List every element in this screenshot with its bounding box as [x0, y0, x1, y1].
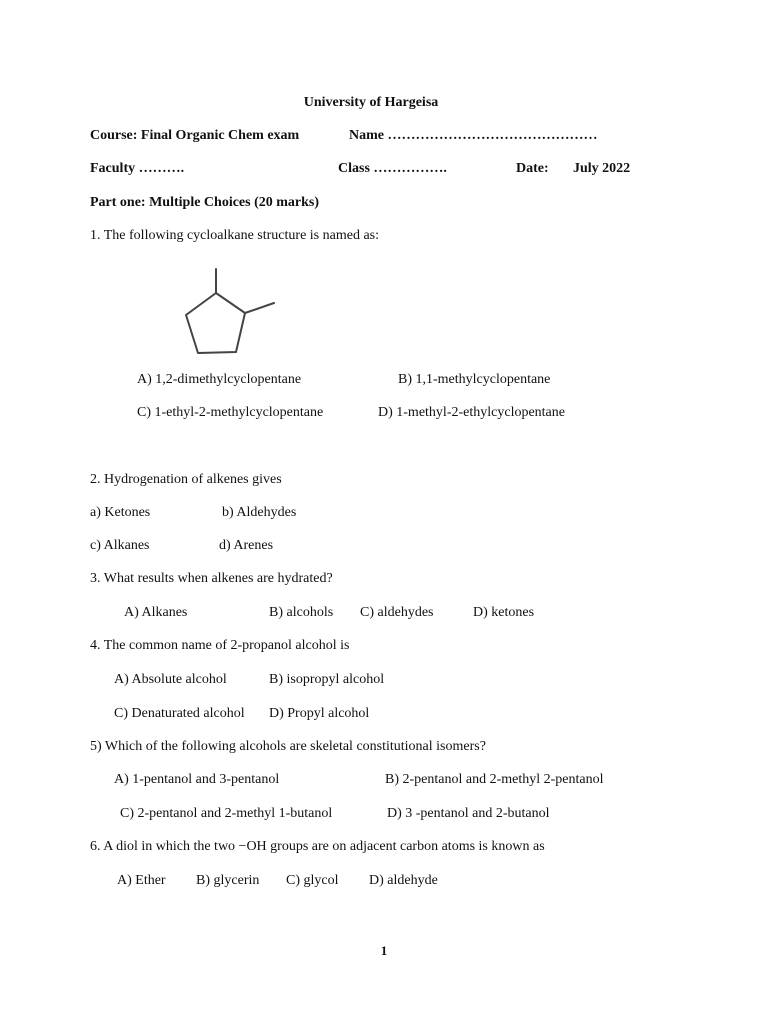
university-title: University of Hargeisa [303, 95, 439, 110]
date-label: Date: [516, 161, 549, 176]
question-4-option-a: A) Absolute alcohol [114, 672, 227, 687]
question-6-option-a: A) Ether [117, 873, 166, 888]
question-3-text: 3. What results when alkenes are hydrated? [90, 571, 333, 586]
question-1-option-c: C) 1-ethyl-2-methylcyclopentane [137, 405, 324, 420]
question-4-text: 4. The common name of 2-propanol alcohol is [90, 638, 350, 653]
question-2-option-c: c) Alkanes [90, 538, 150, 553]
student-name-field: Name ……………………………………… [349, 128, 598, 143]
question-3-option-d: D) ketones [473, 605, 535, 620]
question-1-option-b: B) 1,1-methylcyclopentane [398, 372, 551, 387]
question-3-option-b: B) alcohols [269, 605, 334, 620]
methyl-substituent-2 [245, 303, 274, 313]
question-5-option-b: B) 2-pentanol and 2-methyl 2-pentanol [385, 772, 604, 787]
course-label: Course: Final Organic Chem exam [90, 128, 300, 143]
question-4-option-b: B) isopropyl alcohol [269, 672, 385, 687]
question-3-option-c: C) aldehydes [360, 605, 434, 620]
question-2-text: 2. Hydrogenation of alkenes gives [90, 472, 282, 487]
question-6-option-c: C) glycol [286, 873, 339, 888]
question-6-text: 6. A diol in which the two −OH groups are on adjacent carbon atoms is known as [90, 839, 545, 854]
question-2-option-d: d) Arenes [219, 538, 274, 553]
methylcyclopentane-structure [178, 265, 282, 359]
question-4-option-d: D) Propyl alcohol [269, 706, 370, 721]
question-6-option-d: D) aldehyde [369, 873, 438, 888]
question-2-option-a: a) Ketones [90, 505, 151, 520]
date-value: July 2022 [573, 161, 631, 176]
question-1-text: 1. The following cycloalkane structure is named as: [90, 228, 379, 243]
question-5-option-c: C) 2-pentanol and 2-methyl 1-butanol [120, 806, 333, 821]
question-2-option-b: b) Aldehydes [222, 505, 297, 520]
question-5-text: 5) Which of the following alcohols are skeletal constitutional isomers? [90, 739, 486, 754]
class-field: Class ……………. [338, 161, 447, 176]
question-6-option-b: B) glycerin [196, 873, 260, 888]
question-5-option-d: D) 3 -pentanol and 2-butanol [387, 806, 550, 821]
question-3-option-a: A) Alkanes [124, 605, 188, 620]
part-heading: Part one: Multiple Choices (20 marks) [90, 195, 320, 210]
question-5-option-a: A) 1-pentanol and 3-pentanol [114, 772, 280, 787]
question-1-option-a: A) 1,2-dimethylcyclopentane [137, 372, 302, 387]
question-4-option-c: C) Denaturated alcohol [114, 706, 245, 721]
page-number: 1 [380, 943, 388, 958]
faculty-field: Faculty ………. [90, 161, 185, 176]
question-1-option-d: D) 1-methyl-2-ethylcyclopentane [378, 405, 565, 420]
cyclopentane-ring [186, 293, 245, 353]
